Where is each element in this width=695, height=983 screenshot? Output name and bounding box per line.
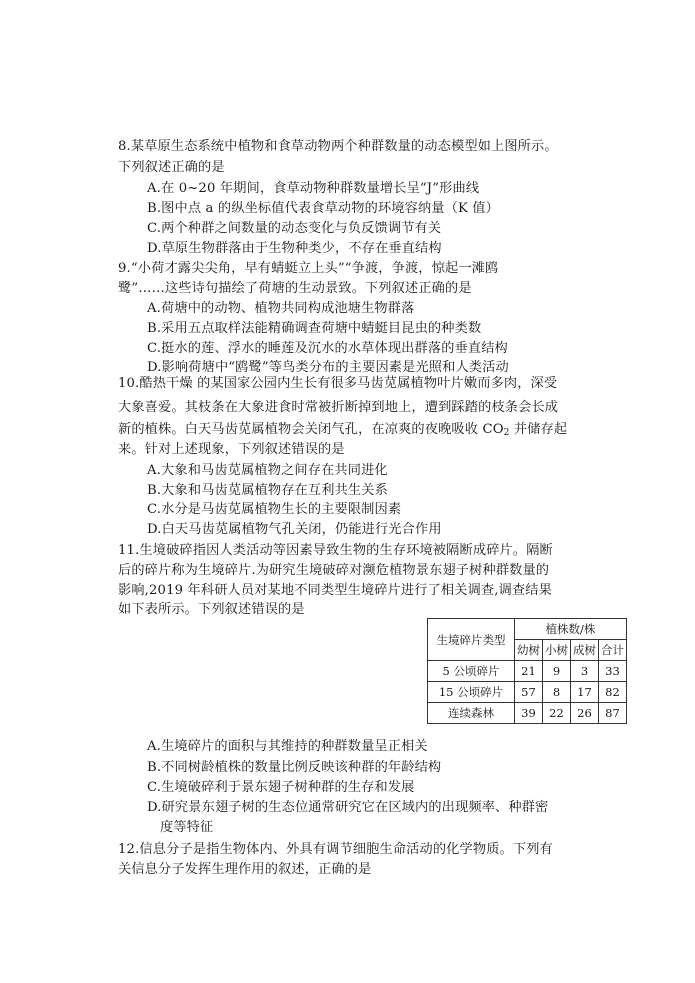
q9-option-d: D.影响荷塘中“鸥鹭”等鸟类分布的主要因素是光照和人类活动 xyxy=(147,360,509,375)
q10-option-c: C.水分是马齿苋属植物生长的主要限制因素 xyxy=(147,502,402,517)
table-row xyxy=(428,682,627,703)
q11-option-d: D.研究景东翅子树的生态位通常研究它在区域内的出现频率、种群密 xyxy=(147,800,549,815)
table-cell: 26 xyxy=(571,703,599,724)
q11-option-d-cont: 度等特征 xyxy=(160,820,214,835)
table-row xyxy=(428,703,627,724)
table-cell: 22 xyxy=(543,703,571,724)
table-cell: 57 xyxy=(515,682,543,703)
q10-stem-line4: 来。针对上述现象，下列叙述错误的是 xyxy=(118,442,345,457)
q10-stem-line3: 新的植株。白天马齿苋属植物会关闭气孔，在凉爽的夜晚吸收 $CO_2$ 并储存起 xyxy=(118,422,568,438)
q11-option-c: C.生境破碎利于景东翅子树种群的生存和发展 xyxy=(147,780,415,795)
q11-option-a: A.生境碎片的面积与其维持的种群数量呈正相关 xyxy=(147,739,428,754)
q9-stem-line1: 9.“小荷才露尖尖角，早有蜻蜓立上头”“争渡，争渡，惊起一滩鸥 xyxy=(118,261,499,276)
table-header-group: 植株数/株 xyxy=(515,619,627,640)
q10-option-b: B.大象和马齿苋属植物存在互利共生关系 xyxy=(147,483,388,498)
q9-stem-line2: 鹭”……这些诗句描绘了荷塘的生动景致。下列叙述正确的是 xyxy=(118,281,472,296)
q10-stem-line1: 10.酷热干燥 的某国家公园内生长有很多马齿苋属植物叶片嫩而多肉，深受 xyxy=(118,376,558,391)
q12-stem-line2: 关信息分子发挥生理作用的叙述，正确的是 xyxy=(118,862,372,877)
q11-stem-line2: 后的碎片称为生境碎片.为研究生境破碎对濒危植物景东翅子树种群数量的 xyxy=(118,563,550,578)
table-cell: 87 xyxy=(599,703,627,724)
table-cell: 9 xyxy=(543,661,571,682)
habitat-fragment-table xyxy=(427,618,627,724)
table-cell: 3 xyxy=(571,661,599,682)
table-cell: 21 xyxy=(515,661,543,682)
table-col-header: 合计 xyxy=(599,640,627,661)
table-cell: 82 xyxy=(599,682,627,703)
table-cell: 17 xyxy=(571,682,599,703)
q8-option-a: A.在 0~20 年期间，食草动物种群数量增长呈“J”形曲线 xyxy=(147,181,480,196)
table-cell: 39 xyxy=(515,703,543,724)
q11-stem-line3: 影响,2019 年科研人员对某地不同类型生境碎片进行了相关调查,调查结果 xyxy=(118,583,552,598)
q10-option-a: A.大象和马齿苋属植物之间存在共同进化 xyxy=(147,463,388,478)
q8-stem-line2: 下列叙述正确的是 xyxy=(118,160,225,175)
q8-option-c: C.两个种群之间数量的动态变化与负反馈调节有关 xyxy=(147,221,442,236)
q8-option-d: D.草原生物群落由于生物种类少，不存在垂直结构 xyxy=(147,241,442,256)
table-cell-type: 连续森林 xyxy=(428,703,515,724)
q12-stem-line1: 12.信息分子是指生物体内、外具有调节细胞生命活动的化学物质。下列有 xyxy=(118,842,553,857)
q8-stem-line1: 8.某草原生态系统中植物和食草动物两个种群数量的动态模型如上图所示。 xyxy=(118,139,558,154)
table-cell: 8 xyxy=(543,682,571,703)
q11-stem-line4: 如下表所示。下列叙述错误的是 xyxy=(118,602,305,617)
q10-stem-line2: 大象喜爱。其枝条在大象进食时常被折断掉到地上，遭到踩踏的枝条会长成 xyxy=(118,400,559,415)
table-col-header: 成树 xyxy=(571,640,599,661)
table-col-header: 小树 xyxy=(543,640,571,661)
table-col-header: 幼树 xyxy=(515,640,543,661)
q11-stem-line1: 11.生境破碎指因人类活动等因素导致生物的生存环境被隔断成碎片。隔断 xyxy=(118,543,553,558)
table-header-type: 生境碎片类型 xyxy=(428,619,515,661)
q9-option-b: B.采用五点取样法能精确调查荷塘中蜻蜓目昆虫的种类数 xyxy=(147,321,482,336)
q10-option-d: D.白天马齿苋属植物气孔关闭，仍能进行光合作用 xyxy=(147,522,442,537)
q8-option-b: B.图中点 a 的纵坐标值代表食草动物的环境容纳量（K 值） xyxy=(147,201,499,216)
table-row xyxy=(428,661,627,682)
table-cell: 33 xyxy=(599,661,627,682)
q9-option-a: A.荷塘中的动物、植物共同构成池塘生物群落 xyxy=(147,301,415,316)
table-cell-type: 5 公顷碎片 xyxy=(428,661,515,682)
q9-option-c: C.挺水的莲、浮水的睡莲及沉水的水草体现出群落的垂直结构 xyxy=(147,341,508,356)
q11-option-b: B.不同树龄植株的数量比例反映该种群的年龄结构 xyxy=(147,760,442,775)
table-cell-type: 15 公顷碎片 xyxy=(428,682,515,703)
